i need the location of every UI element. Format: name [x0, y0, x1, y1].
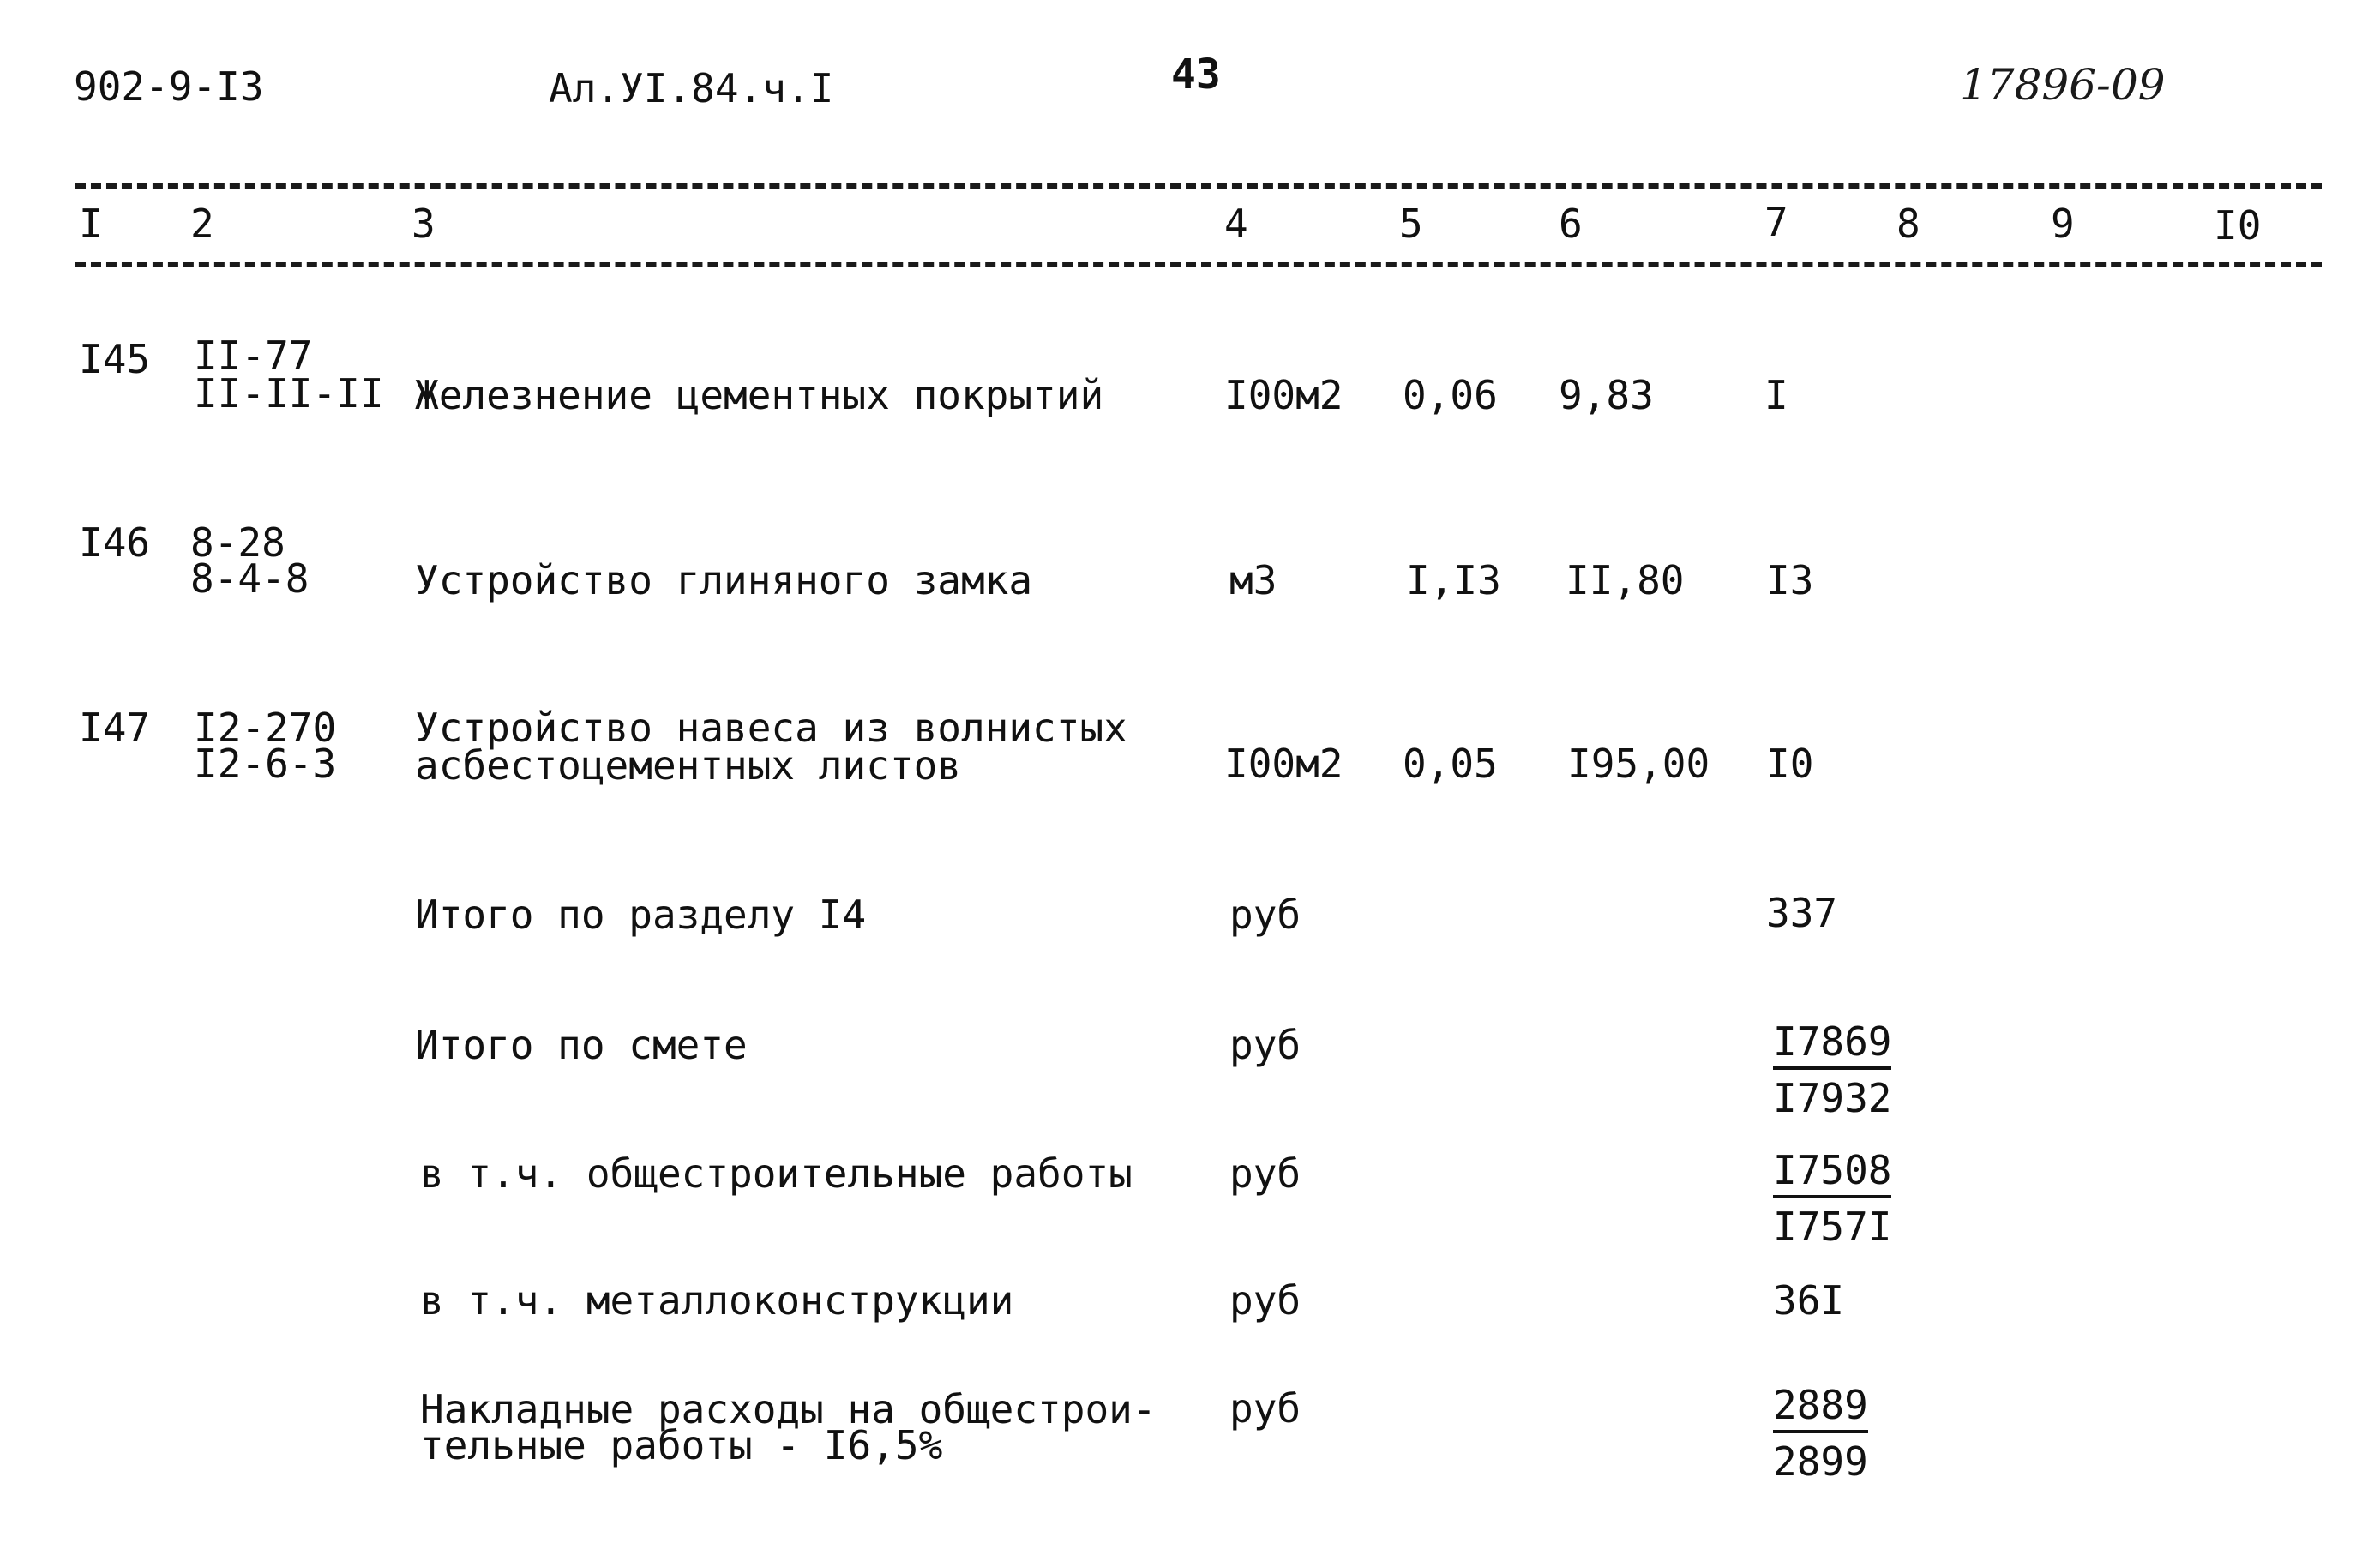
summary-unit: руб — [1229, 1022, 1301, 1068]
summary-value-top: I7508 — [1773, 1150, 1891, 1198]
column-header-6: 6 — [1559, 201, 1583, 247]
column-header-1: I — [79, 201, 103, 247]
column-header-4: 4 — [1224, 201, 1248, 247]
row-unit: м3 — [1229, 557, 1277, 603]
column-header-10: I0 — [2214, 202, 2262, 249]
summary-label: Итого по смете — [415, 1022, 748, 1068]
summary-value: 36I — [1773, 1277, 1845, 1324]
summary-value-bottom: 2899 — [1773, 1438, 1868, 1485]
header-top-rule — [75, 183, 2322, 189]
row-number: I46 — [79, 519, 151, 566]
row-unit: I00м2 — [1224, 741, 1343, 787]
row-description-line-2: асбестоцементных листов — [415, 742, 961, 789]
row-total: I3 — [1766, 557, 1814, 603]
row-description-line-1: Устройство навеса из волнистых — [415, 705, 1127, 751]
column-header-9: 9 — [2051, 201, 2075, 247]
row-quantity: I,I3 — [1406, 557, 1501, 603]
summary-label-line-2: тельные работы - I6,5% — [420, 1422, 943, 1468]
album-reference: Ал.УI.84.ч.I — [549, 65, 834, 111]
summary-value-bottom: I757I — [1773, 1204, 1892, 1250]
summary-label: в т.ч. металлоконструкции — [420, 1277, 1014, 1324]
row-quantity: 0,05 — [1403, 741, 1498, 787]
summary-value-bottom: I7932 — [1773, 1075, 1892, 1121]
summary-unit: руб — [1229, 1277, 1301, 1324]
summary-value-top: 2889 — [1773, 1385, 1868, 1433]
row-code-secondary: 8-4-8 — [190, 555, 310, 602]
column-header-8: 8 — [1896, 201, 1920, 247]
page-number: 43 — [1171, 51, 1221, 99]
column-header-7: 7 — [1764, 199, 1788, 245]
summary-value-top: I7869 — [1773, 1022, 1891, 1070]
summary-unit: руб — [1229, 1150, 1301, 1197]
row-number: I45 — [79, 336, 151, 382]
row-unit-price: II,80 — [1566, 557, 1685, 603]
row-total: I0 — [1766, 741, 1814, 787]
column-header-5: 5 — [1399, 201, 1423, 247]
row-code-primary: I2-270 — [194, 705, 337, 751]
summary-value-fraction — [1773, 1018, 1892, 1121]
summary-label: в т.ч. общестроительные работы — [420, 1150, 1133, 1197]
header-bottom-rule — [75, 262, 2322, 267]
summary-unit: руб — [1229, 892, 1301, 938]
row-total: I — [1764, 372, 1788, 418]
summary-value-fraction — [1773, 1382, 1868, 1485]
row-description: Железнение цементных покрытий — [415, 372, 1104, 418]
row-unit: I00м2 — [1224, 372, 1343, 418]
row-number: I47 — [79, 705, 151, 751]
row-code-secondary: II-II-II — [194, 370, 384, 417]
row-unit-price: I95,00 — [1567, 741, 1710, 787]
summary-value-fraction — [1773, 1147, 1892, 1250]
column-header-2: 2 — [190, 201, 214, 247]
document-code: 902-9-I3 — [74, 63, 264, 110]
row-code-secondary: I2-6-3 — [194, 741, 337, 787]
row-description: Устройство глиняного замка — [415, 557, 1033, 603]
summary-label-line-1: Накладные расходы на общестрои- — [420, 1386, 1157, 1432]
row-unit-price: 9,83 — [1559, 372, 1654, 418]
summary-value: 337 — [1766, 890, 1838, 936]
row-quantity: 0,06 — [1403, 372, 1498, 418]
row-code-primary: II-77 — [194, 333, 313, 379]
summary-label: Итого по разделу I4 — [415, 892, 867, 938]
handwritten-number: 17896-09 — [1960, 60, 2166, 110]
row-code-primary: 8-28 — [190, 519, 285, 566]
column-header-3: 3 — [412, 201, 436, 247]
summary-unit: руб — [1229, 1385, 1301, 1432]
